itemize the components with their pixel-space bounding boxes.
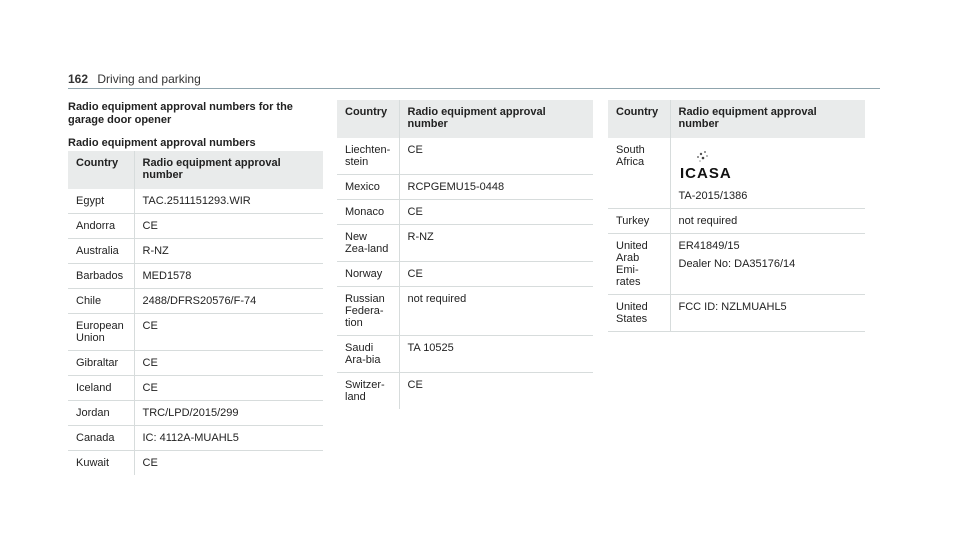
country-cell: Russian Federa-tion bbox=[337, 287, 399, 336]
section-heading: Radio equipment approval numbers for the garage door opener bbox=[68, 101, 293, 126]
table-row bbox=[337, 336, 593, 373]
table-row bbox=[608, 209, 865, 234]
number-cell: R-NZ bbox=[134, 239, 323, 264]
country-cell: Mexico bbox=[337, 175, 399, 200]
country-cell: Jordan bbox=[68, 401, 134, 426]
country-cell: Saudi Ara-bia bbox=[337, 336, 399, 373]
country-cell: Monaco bbox=[337, 200, 399, 225]
table-row bbox=[337, 200, 593, 225]
number-cell: CE bbox=[134, 451, 323, 476]
approval-number: TA-2015/1386 bbox=[678, 190, 748, 202]
table-row bbox=[608, 234, 865, 295]
table-row bbox=[68, 426, 323, 451]
approval-table-1 bbox=[68, 151, 323, 475]
number-cell bbox=[670, 138, 865, 209]
table-header-row bbox=[68, 151, 323, 189]
approval-table-3 bbox=[608, 100, 865, 332]
number-header: Radio equipment approval number bbox=[399, 100, 593, 138]
table-row bbox=[608, 138, 865, 209]
number-cell: TAC.2511151293.WIR bbox=[134, 189, 323, 214]
country-cell: Barbados bbox=[68, 264, 134, 289]
country-cell: Canada bbox=[68, 426, 134, 451]
header-rule bbox=[68, 88, 880, 89]
country-cell: Switzer-land bbox=[345, 379, 385, 403]
country-header: Country bbox=[68, 151, 134, 189]
section-title: Driving and parking bbox=[97, 72, 201, 86]
table-row bbox=[337, 262, 593, 287]
country-cell: Norway bbox=[337, 262, 399, 287]
table-row bbox=[337, 175, 593, 200]
number-cell: CE bbox=[399, 262, 593, 287]
table-row bbox=[68, 351, 323, 376]
number-cell: CE bbox=[134, 314, 323, 351]
country-cell: Iceland bbox=[68, 376, 134, 401]
table-row bbox=[337, 373, 593, 410]
country-cell: Liechten-stein bbox=[337, 138, 399, 175]
number-header: Radio equipment approval number bbox=[670, 100, 865, 138]
number-cell: RCPGEMU15-0448 bbox=[399, 175, 593, 200]
table-row bbox=[68, 401, 323, 426]
table-row bbox=[68, 239, 323, 264]
country-cell: Turkey bbox=[608, 209, 670, 234]
table-row bbox=[337, 287, 593, 336]
table-row bbox=[68, 189, 323, 214]
country-cell: United Arab Emi-rates bbox=[608, 234, 670, 295]
country-header: Country bbox=[337, 100, 399, 138]
number-cell: CE bbox=[399, 200, 593, 225]
number-cell bbox=[670, 234, 865, 295]
number-cell: CE bbox=[134, 376, 323, 401]
number-cell: CE bbox=[134, 351, 323, 376]
country-cell: European Union bbox=[68, 314, 134, 351]
country-header: Country bbox=[608, 100, 670, 138]
table-row bbox=[68, 314, 323, 351]
number-cell: CE bbox=[134, 214, 323, 239]
country-cell: Kuwait bbox=[76, 457, 110, 469]
number-cell: TA 10525 bbox=[399, 336, 593, 373]
country-cell: New Zea-land bbox=[337, 225, 399, 262]
number-cell: IC: 4112A-MUAHL5 bbox=[134, 426, 323, 451]
table-row bbox=[608, 295, 865, 332]
number-cell: not required bbox=[670, 209, 865, 234]
country-cell: Egypt bbox=[68, 189, 134, 214]
country-cell: Chile bbox=[68, 289, 134, 314]
page-header bbox=[68, 72, 201, 86]
number-cell: not required bbox=[399, 287, 593, 336]
number-cell: CE bbox=[399, 373, 593, 410]
country-cell: Australia bbox=[68, 239, 134, 264]
number-cell: 2488/DFRS20576/F-74 bbox=[134, 289, 323, 314]
country-cell: United States bbox=[608, 295, 670, 332]
table-header-row bbox=[337, 100, 593, 138]
page-number: 162 bbox=[68, 72, 89, 86]
country-cell: South Africa bbox=[608, 138, 670, 209]
table-row bbox=[68, 214, 323, 239]
table-row bbox=[68, 376, 323, 401]
number-cell: R-NZ bbox=[399, 225, 593, 262]
country-cell: Gibraltar bbox=[68, 351, 134, 376]
table-header-row bbox=[608, 100, 865, 138]
table-row bbox=[68, 289, 323, 314]
approval-number: ER41849/15 bbox=[678, 240, 740, 252]
country-cell: Andorra bbox=[68, 214, 134, 239]
number-cell: FCC ID: NZLMUAHL5 bbox=[670, 295, 865, 332]
number-header: Radio equipment approval number bbox=[134, 151, 323, 189]
dealer-number: Dealer No: DA35176/14 bbox=[678, 258, 796, 270]
icasa-logo-icon bbox=[679, 148, 739, 184]
table-row bbox=[68, 451, 323, 476]
svg-text:ICASA: ICASA bbox=[679, 165, 732, 182]
approval-table-2 bbox=[337, 100, 593, 409]
number-cell: MED1578 bbox=[134, 264, 323, 289]
table-heading: Radio equipment approval numbers bbox=[68, 137, 256, 149]
table-row bbox=[68, 264, 323, 289]
number-cell: TRC/LPD/2015/299 bbox=[134, 401, 323, 426]
table-row bbox=[337, 138, 593, 175]
number-cell: CE bbox=[399, 138, 593, 175]
table-row bbox=[337, 225, 593, 262]
